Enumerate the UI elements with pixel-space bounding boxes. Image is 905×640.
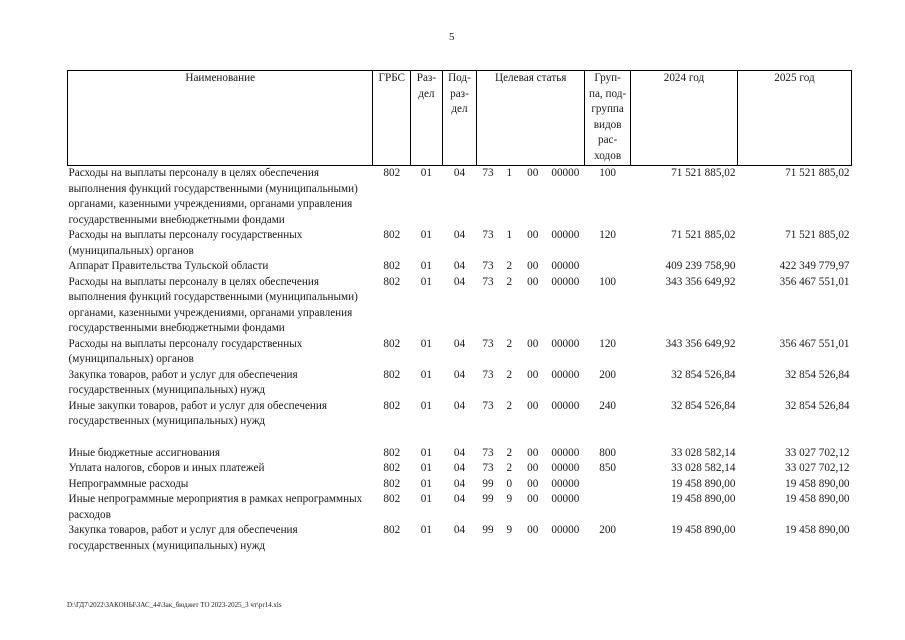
target-code-cell: 00000 [551, 399, 580, 412]
target-program-cell: 73 [482, 229, 494, 241]
section-cell: 01 [420, 524, 432, 536]
target-subprogram-cell: 1 [506, 229, 513, 241]
target-program-cell: 99 [482, 477, 494, 490]
section-cell: 01 [420, 260, 432, 272]
amount-2025: 71 521 885,02 [737, 166, 851, 229]
section-cell: 01 [420, 446, 432, 459]
expense-type-cell: 200 [599, 524, 616, 536]
header-section: Раз- дел [411, 71, 443, 166]
row-name: Непрограммные расходы [68, 477, 189, 490]
grbs-cell: 802 [383, 368, 401, 381]
header-year-2024: 2024 год [631, 71, 738, 166]
amount-2025: 422 349 779,97 [779, 260, 850, 272]
header-expense-group: Груп- па, под- группа видов рас- ходов [585, 71, 631, 166]
amount-2025: 33 027 702,12 [785, 462, 850, 474]
table-row [68, 461, 852, 477]
target-subprogram-cell: 9 [506, 524, 513, 536]
table-row [68, 368, 852, 399]
expense-type-cell: 800 [599, 446, 616, 459]
subsection-cell: 04 [453, 260, 466, 272]
grbs-cell: 802 [383, 399, 401, 412]
row-name: Расходы на выплаты персоналу государственных (муниципальных) органов [68, 337, 303, 365]
grbs-cell: 802 [383, 229, 401, 241]
amount-2025: 19 458 890,00 [785, 477, 850, 490]
target-code-cell: 00000 [551, 493, 580, 505]
target-subprogram-cell: 2 [506, 260, 513, 272]
amount-2024: 19 458 890,00 [671, 493, 736, 505]
target-code-cell: 00000 [551, 368, 580, 381]
row-name: Расходы на выплаты персоналу в целях обеспечения выполнения функций государственными (муниципальными) органами, казенными учреждениями, органами управления государственными внебюджетными фондами [68, 275, 358, 334]
grbs-cell: 802 [383, 524, 401, 536]
amount-2024: 33 028 582,14 [671, 462, 736, 474]
table-row [68, 337, 852, 368]
target-subprogram-cell: 2 [506, 462, 513, 474]
amount-2024: 32 854 526,84 [671, 399, 736, 412]
target-code-cell: 00000 [546, 166, 585, 229]
target-code-cell: 00000 [551, 337, 580, 350]
section-cell: 01 [420, 368, 432, 381]
table-row [68, 228, 852, 259]
section-cell: 01 [411, 166, 443, 229]
subsection-cell: 04 [453, 524, 466, 536]
row-name: Иные закупки товаров, работ и услуг для обеспечения государственных (муниципальных) нужд [68, 399, 328, 427]
expense-type-cell [585, 492, 631, 523]
expense-type-cell: 120 [599, 229, 616, 241]
row-name: Закупка товаров, работ и услуг для обеспечения государственных (муниципальных) нужд [68, 524, 298, 552]
grbs-cell: 802 [373, 166, 411, 229]
expense-type-cell: 200 [599, 368, 616, 381]
grbs-cell: 802 [383, 275, 401, 288]
table-header-row [68, 71, 852, 166]
grbs-cell: 802 [383, 337, 401, 350]
amount-2025: 33 027 702,12 [785, 446, 850, 459]
target-code-cell: 00000 [551, 446, 580, 459]
spacer-row [68, 430, 852, 446]
target-direction-cell: 00 [527, 477, 539, 490]
section-cell: 01 [420, 337, 432, 350]
section-cell: 01 [420, 275, 432, 288]
expense-type-cell: 240 [599, 399, 616, 412]
amount-2024: 343 356 649,92 [665, 337, 736, 350]
row-name: Расходы на выплаты персоналу государственных (муниципальных) органов [68, 229, 303, 257]
target-direction-cell: 00 [520, 166, 546, 229]
section-cell: 01 [420, 477, 432, 490]
target-direction-cell: 00 [527, 260, 539, 272]
target-program-cell: 73 [482, 399, 494, 412]
target-program-cell: 73 [482, 275, 494, 288]
amount-2024: 19 458 890,00 [671, 524, 736, 536]
section-cell: 01 [420, 493, 432, 505]
subsection-cell: 04 [453, 229, 466, 241]
target-subprogram-cell: 2 [506, 368, 513, 381]
target-subprogram-cell: 0 [506, 477, 513, 490]
target-program-cell: 73 [482, 446, 494, 459]
subsection-cell: 04 [453, 368, 466, 381]
target-subprogram-cell: 2 [506, 337, 513, 350]
target-code-cell: 00000 [551, 229, 580, 241]
expense-type-cell [585, 259, 631, 275]
row-name: Аппарат Правительства Тульской области [68, 260, 269, 272]
amount-2024: 33 028 582,14 [671, 446, 736, 459]
expense-type-cell: 100 [585, 166, 631, 229]
target-program-cell: 73 [482, 368, 494, 381]
expense-type-cell: 100 [599, 275, 616, 288]
expense-type-cell: 120 [599, 337, 616, 350]
target-direction-cell: 00 [527, 275, 539, 288]
amount-2024: 32 854 526,84 [671, 368, 736, 381]
file-path-footer: D:\ГД7\2022\ЗАКОНЫ\ЗАС_44\Зак_бюджет ТО 2023-2025_3 чт\pr14.xls [67, 601, 282, 609]
target-program-cell: 73 [482, 462, 494, 474]
subsection-cell: 04 [453, 275, 466, 288]
amount-2024: 71 521 885,02 [671, 229, 736, 241]
budget-table [67, 70, 852, 554]
grbs-cell: 802 [383, 493, 401, 505]
amount-2024: 343 356 649,92 [665, 275, 736, 288]
target-code-cell: 00000 [551, 524, 580, 536]
target-subprogram-cell: 2 [506, 275, 513, 288]
amount-2025: 32 854 526,84 [785, 399, 850, 412]
amount-2025: 356 467 551,01 [779, 337, 850, 350]
amount-2025: 356 467 551,01 [779, 275, 850, 288]
subsection-cell: 04 [453, 446, 466, 459]
subsection-cell: 04 [453, 493, 466, 505]
target-program-cell: 99 [482, 524, 494, 536]
grbs-cell: 802 [383, 462, 401, 474]
grbs-cell: 802 [383, 260, 401, 272]
page-number: 5 [449, 31, 455, 43]
table-row [68, 399, 852, 430]
row-name: Иные бюджетные ассигнования [68, 446, 220, 459]
target-direction-cell: 00 [527, 446, 539, 459]
target-direction-cell: 00 [527, 493, 539, 505]
target-direction-cell: 00 [527, 399, 539, 412]
target-direction-cell: 00 [527, 337, 539, 350]
target-direction-cell: 00 [527, 524, 539, 536]
row-name: Уплата налогов, сборов и иных платежей [68, 462, 265, 474]
subsection-cell: 04 [453, 462, 466, 474]
table-row [68, 275, 852, 337]
table-row [68, 446, 852, 462]
amount-2025: 71 521 885,02 [785, 229, 850, 241]
target-program-cell: 99 [482, 493, 494, 505]
target-subprogram-cell: 2 [506, 399, 513, 412]
target-direction-cell: 00 [527, 462, 539, 474]
grbs-cell: 802 [383, 477, 401, 490]
target-subprogram-cell: 9 [506, 493, 513, 505]
target-direction-cell: 00 [527, 368, 539, 381]
target-program-cell: 73 [482, 337, 494, 350]
table-row [68, 477, 852, 493]
amount-2024: 409 239 758,90 [665, 260, 736, 272]
expense-type-cell: 850 [599, 462, 616, 474]
table-row [68, 492, 852, 523]
target-code-cell: 00000 [551, 477, 580, 490]
row-name: Расходы на выплаты персоналу в целях обеспечения выполнения функций государственными (муниципальными) органами, казенными учреждениями, органами управления государственными внебюджетными фондами [68, 166, 373, 229]
section-cell: 01 [420, 399, 432, 412]
target-program-cell: 73 [482, 260, 494, 272]
subsection-cell: 04 [453, 337, 466, 350]
header-grbs: ГРБС [373, 71, 411, 166]
table-row [68, 523, 852, 554]
header-name: Наименование [68, 71, 373, 166]
expense-type-cell [585, 477, 631, 493]
target-subprogram-cell: 1 [499, 166, 519, 229]
table-row [68, 166, 852, 229]
header-subsection: Под- раз- дел [442, 71, 477, 166]
target-code-cell: 00000 [551, 275, 580, 288]
header-year-2025: 2025 год [737, 71, 851, 166]
amount-2024: 71 521 885,02 [631, 166, 738, 229]
subsection-cell: 04 [453, 477, 466, 490]
target-direction-cell: 00 [527, 229, 539, 241]
target-code-cell: 00000 [551, 260, 580, 272]
section-cell: 01 [420, 229, 432, 241]
section-cell: 01 [420, 462, 432, 474]
table-body [68, 166, 852, 555]
amount-2025: 19 458 890,00 [785, 493, 850, 505]
target-subprogram-cell: 2 [506, 446, 513, 459]
header-target-article: Целевая статья [477, 71, 585, 166]
target-code-cell: 00000 [551, 462, 580, 474]
subsection-cell: 04 [453, 399, 466, 412]
grbs-cell: 802 [383, 446, 401, 459]
row-name: Закупка товаров, работ и услуг для обеспечения государственных (муниципальных) нужд [68, 368, 298, 396]
amount-2025: 32 854 526,84 [785, 368, 850, 381]
table-row [68, 259, 852, 275]
target-program-cell: 73 [477, 166, 499, 229]
amount-2025: 19 458 890,00 [785, 524, 850, 536]
subsection-cell: 04 [442, 166, 477, 229]
row-name: Иные непрограммные мероприятия в рамках непрограммных расходов [68, 493, 363, 521]
amount-2024: 19 458 890,00 [671, 477, 736, 490]
